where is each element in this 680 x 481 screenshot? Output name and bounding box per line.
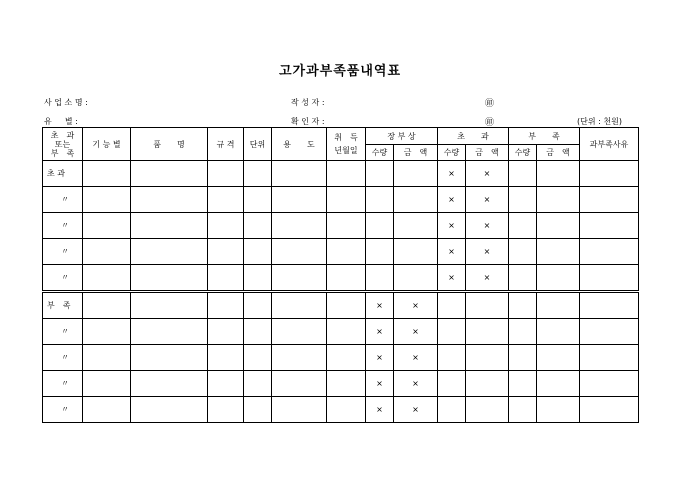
x-mark: × — [438, 239, 466, 265]
group-label-excess: 초 과 — [43, 161, 83, 187]
table-row — [43, 239, 639, 265]
header-function: 기 능 별 — [83, 128, 131, 161]
type-label: 유 별 : — [44, 117, 78, 126]
x-mark: × — [394, 292, 438, 319]
header-shortage: 부 족 — [509, 128, 580, 145]
ditto-mark: 〃 — [43, 397, 83, 423]
header-acquire-line-2: 년월일 — [334, 146, 358, 155]
header-reason: 과부족사유 — [580, 128, 639, 161]
x-mark: × — [438, 265, 466, 292]
header-spec: 규 격 — [208, 128, 244, 161]
ditto-mark: 〃 — [43, 213, 83, 239]
header-excess-amount: 금 액 — [466, 145, 509, 161]
writer-label: 작 성 자 : — [291, 98, 325, 107]
header-ledger-amount: 금 액 — [394, 145, 438, 161]
header-shortage-amount: 금 액 — [537, 145, 580, 161]
table-row — [43, 292, 639, 319]
header-shortage-qty: 수량 — [509, 145, 537, 161]
ditto-mark: 〃 — [43, 371, 83, 397]
ditto-mark: 〃 — [43, 187, 83, 213]
x-mark: × — [394, 345, 438, 371]
seal-mark-confirmer: ㊞ — [485, 118, 495, 128]
table-row — [43, 213, 639, 239]
x-mark: × — [466, 239, 509, 265]
header-division-line-3: 부 족 — [50, 148, 75, 158]
document-title: 고가과부족품내역표 — [278, 64, 402, 79]
x-mark: × — [438, 213, 466, 239]
x-mark: × — [394, 371, 438, 397]
x-mark: × — [466, 265, 509, 292]
business-name-label: 사 업 소 명 : — [44, 98, 88, 107]
x-mark: × — [366, 345, 394, 371]
x-mark: × — [438, 161, 466, 187]
header-excess: 초 과 — [438, 128, 509, 145]
header-acquire-date — [327, 128, 366, 161]
table-row — [43, 265, 639, 292]
table-row — [43, 161, 639, 187]
x-mark: × — [394, 319, 438, 345]
x-mark: × — [466, 161, 509, 187]
ditto-mark: 〃 — [43, 319, 83, 345]
header-ledger-qty: 수량 — [366, 145, 394, 161]
table-row — [43, 345, 639, 371]
header-division-line-2: 또는 — [54, 139, 71, 149]
table-row — [43, 319, 639, 345]
header-division — [43, 128, 83, 161]
header-usage: 용 도 — [272, 128, 327, 161]
table-row — [43, 187, 639, 213]
header-acquire-line-1: 취 득 — [334, 133, 358, 142]
header-excess-qty: 수량 — [438, 145, 466, 161]
x-mark: × — [366, 371, 394, 397]
excess-shortage-table — [42, 127, 639, 423]
x-mark: × — [394, 397, 438, 423]
seal-mark-writer: ㊞ — [485, 99, 495, 109]
table-row — [43, 371, 639, 397]
x-mark: × — [466, 187, 509, 213]
table-row — [43, 397, 639, 423]
header-ledger-stock: 장 부 상 — [366, 128, 438, 145]
group-label-shortage: 부 족 — [43, 292, 83, 319]
x-mark: × — [466, 213, 509, 239]
x-mark: × — [366, 397, 394, 423]
ditto-mark: 〃 — [43, 345, 83, 371]
ditto-mark: 〃 — [43, 239, 83, 265]
header-item-name: 품 명 — [131, 128, 208, 161]
header-unit: 단위 — [244, 128, 272, 161]
x-mark: × — [366, 292, 394, 319]
ditto-mark: 〃 — [43, 265, 83, 292]
x-mark: × — [438, 187, 466, 213]
header-division-line-1: 초 과 — [50, 130, 75, 140]
unit-note: (단위 : 천원) — [577, 117, 622, 126]
x-mark: × — [366, 319, 394, 345]
confirmer-label: 확 인 자 : — [291, 117, 325, 126]
